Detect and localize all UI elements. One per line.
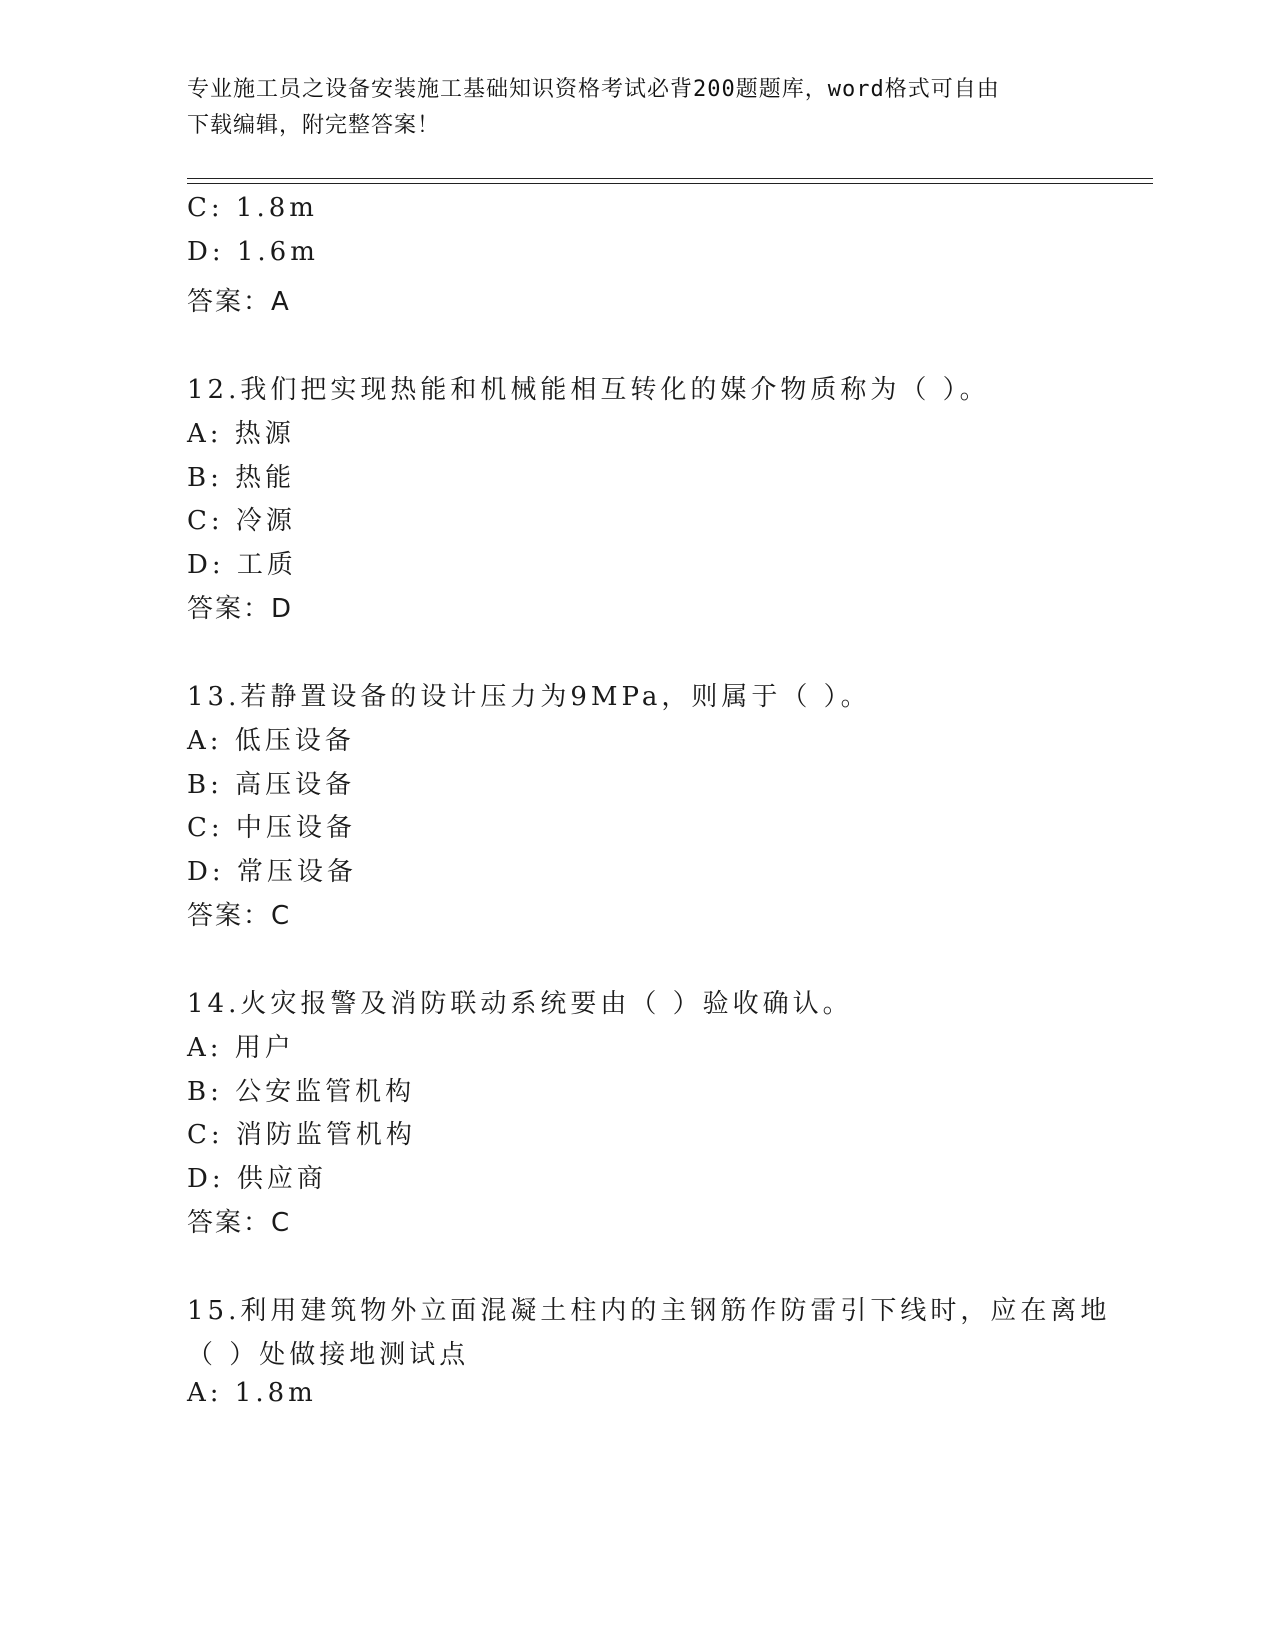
option-d: D: 供应商 xyxy=(187,1164,327,1194)
option-c: C: 1.8m xyxy=(187,193,318,223)
question-13: 13.若静置设备的设计压力为9MPa，则属于（ ）。 xyxy=(187,682,871,712)
answer: 答案：C xyxy=(187,901,292,931)
option-b: B: 公安监管机构 xyxy=(187,1077,416,1107)
option-a: A: 用户 xyxy=(187,1033,295,1063)
option-b: B: 热能 xyxy=(187,463,296,493)
question-15: 15.利用建筑物外立面混凝土柱内的主钢筋作防雷引下线时，应在离地 xyxy=(187,1296,1111,1326)
answer: 答案：A xyxy=(187,287,291,317)
option-c: C: 冷源 xyxy=(187,506,296,536)
question-12: 12.我们把实现热能和机械能相互转化的媒介物质称为（ ）。 xyxy=(187,375,990,405)
option-a: A: 低压设备 xyxy=(187,726,355,756)
header-line-1: 专业施工员之设备安装施工基础知识资格考试必背200题题库，word格式可自由 xyxy=(187,77,1000,102)
question-14: 14.火灾报警及消防联动系统要由（ ）验收确认。 xyxy=(187,989,853,1019)
document-header xyxy=(187,72,1087,144)
option-d: D: 常压设备 xyxy=(187,857,357,887)
answer: 答案：D xyxy=(187,594,294,624)
header-divider-bottom xyxy=(187,183,1153,184)
option-a: A: 1.8m xyxy=(187,1378,317,1408)
option-c: C: 中压设备 xyxy=(187,813,356,843)
header-divider-top xyxy=(187,178,1153,179)
option-d: D: 1.6m xyxy=(187,237,319,267)
answer: 答案：C xyxy=(187,1208,292,1238)
option-c: C: 消防监管机构 xyxy=(187,1120,416,1150)
question-15-continued: （ ）处做接地测试点 xyxy=(187,1340,470,1370)
option-d: D: 工质 xyxy=(187,550,297,580)
option-b: B: 高压设备 xyxy=(187,770,356,800)
option-a: A: 热源 xyxy=(187,419,295,449)
header-line-2: 下载编辑，附完整答案！ xyxy=(187,113,441,138)
